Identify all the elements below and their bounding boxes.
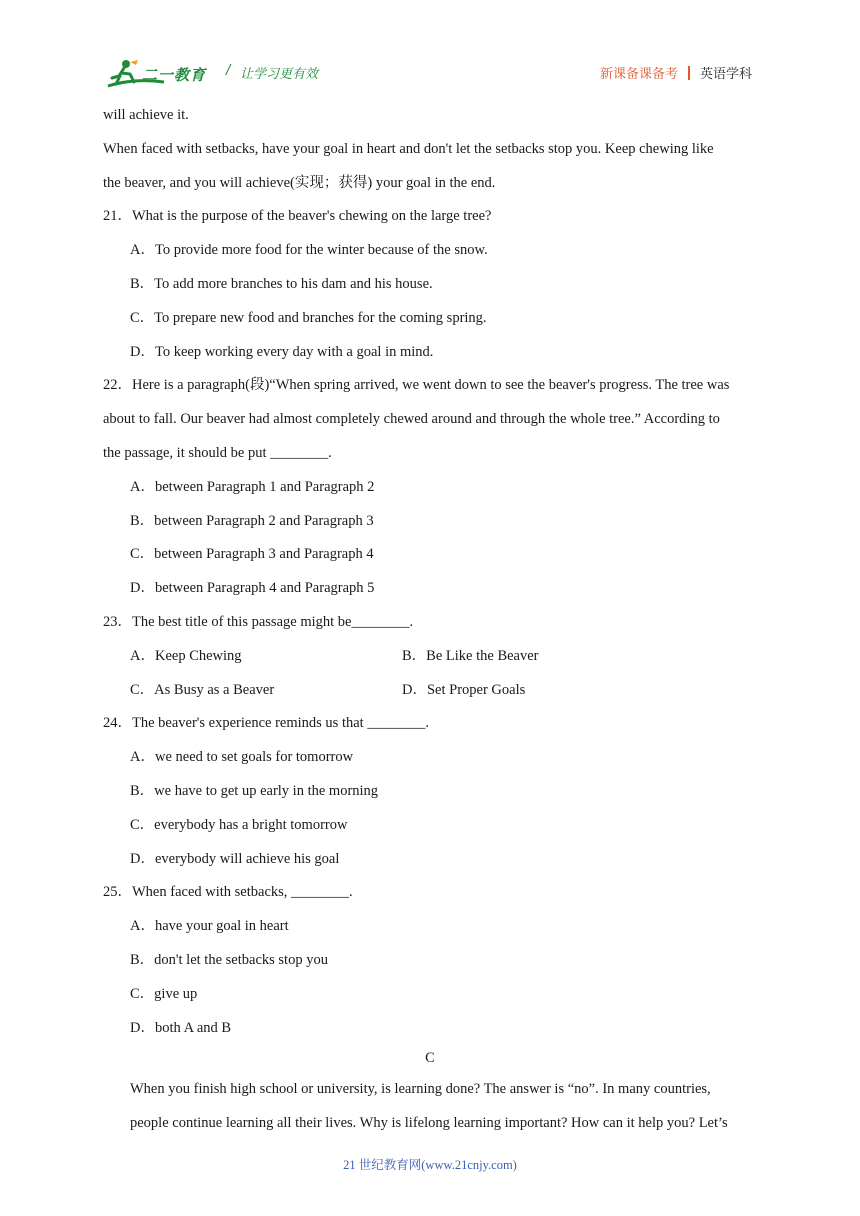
header-course-label: 新课备课备考 (599, 67, 678, 82)
question-22: 22．Here is a paragraph(段)“When spring arrived, we went down to see the beaver's progress. The tree was (103, 377, 730, 393)
question-22-option-d: D．between Paragraph 4 and Paragraph 5 (130, 580, 375, 596)
question-24-option-a: A．we need to set goals for tomorrow (130, 749, 354, 765)
question-21: 21．What is the purpose of the beaver's chewing on the large tree? (103, 208, 492, 224)
question-25: 25．When faced with setbacks, ________. (103, 884, 353, 900)
question-22-option-a: A．between Paragraph 1 and Paragraph 2 (130, 479, 375, 495)
question-23-option-c: C．As Busy as a Beaver (130, 682, 275, 698)
question-23-option-d: D．Set Proper Goals (402, 682, 526, 698)
question-23-option-a: A．Keep Chewing (130, 648, 242, 664)
page-header (0, 0, 860, 100)
paragraph-line: people continue learning all their lives. Why is lifelong learning important? How can it help you? Let’s (130, 1115, 728, 1131)
slogan: 让学习更有效 (240, 67, 319, 82)
question-23-option-b: B．Be Like the Beaver (402, 648, 539, 664)
header-subject-label: 英语学科 (699, 67, 752, 82)
question-24: 24．The beaver's experience reminds us that ________. (103, 715, 429, 731)
paragraph-line: the beaver, and you will achieve(实现；获得) your goal in the end. (103, 175, 496, 191)
paragraph-line: When faced with setbacks, have your goal in heart and don't let the setbacks stop you. Keep chewing like (103, 141, 714, 157)
question-21-option-d: D．To keep working every day with a goal in mind. (130, 344, 434, 360)
question-25-option-d: D．both A and B (130, 1020, 232, 1036)
question-22-option-c: C．between Paragraph 3 and Paragraph 4 (130, 546, 374, 562)
slogan-separator: / (226, 63, 231, 78)
question-22-option-b: B．between Paragraph 2 and Paragraph 3 (130, 513, 374, 529)
logo-text: 二一教育 (142, 66, 207, 84)
paragraph-line: will achieve it. (103, 107, 189, 123)
question-21-option-c: C．To prepare new food and branches for the coming spring. (130, 310, 487, 326)
question-23: 23．The best title of this passage might be________. (103, 614, 414, 630)
section-heading-c: C (425, 1050, 435, 1066)
question-24-option-d: D．everybody will achieve his goal (130, 851, 340, 867)
paragraph-line: When you finish high school or university, is learning done? The answer is “no”. In many countries, (130, 1081, 711, 1097)
page-footer: 21 世纪教育网(www.21cnjy.com) (343, 1158, 517, 1172)
header-subject (600, 63, 752, 82)
question-22-line: the passage, it should be put ________. (103, 445, 332, 461)
header-divider (688, 66, 690, 80)
question-25-option-b: B．don't let the setbacks stop you (130, 952, 328, 968)
question-21-option-b: B．To add more branches to his dam and his house. (130, 276, 433, 292)
question-24-option-b: B．we have to get up early in the morning (130, 783, 379, 799)
question-25-option-a: A．have your goal in heart (130, 918, 289, 934)
question-25-option-c: C．give up (130, 986, 198, 1002)
question-21-option-a: A．To provide more food for the winter because of the snow. (130, 242, 488, 258)
question-22-line: about to fall. Our beaver had almost completely chewed around and through the whole tree.” According to (103, 411, 720, 427)
question-24-option-c: C．everybody has a bright tomorrow (130, 817, 348, 833)
